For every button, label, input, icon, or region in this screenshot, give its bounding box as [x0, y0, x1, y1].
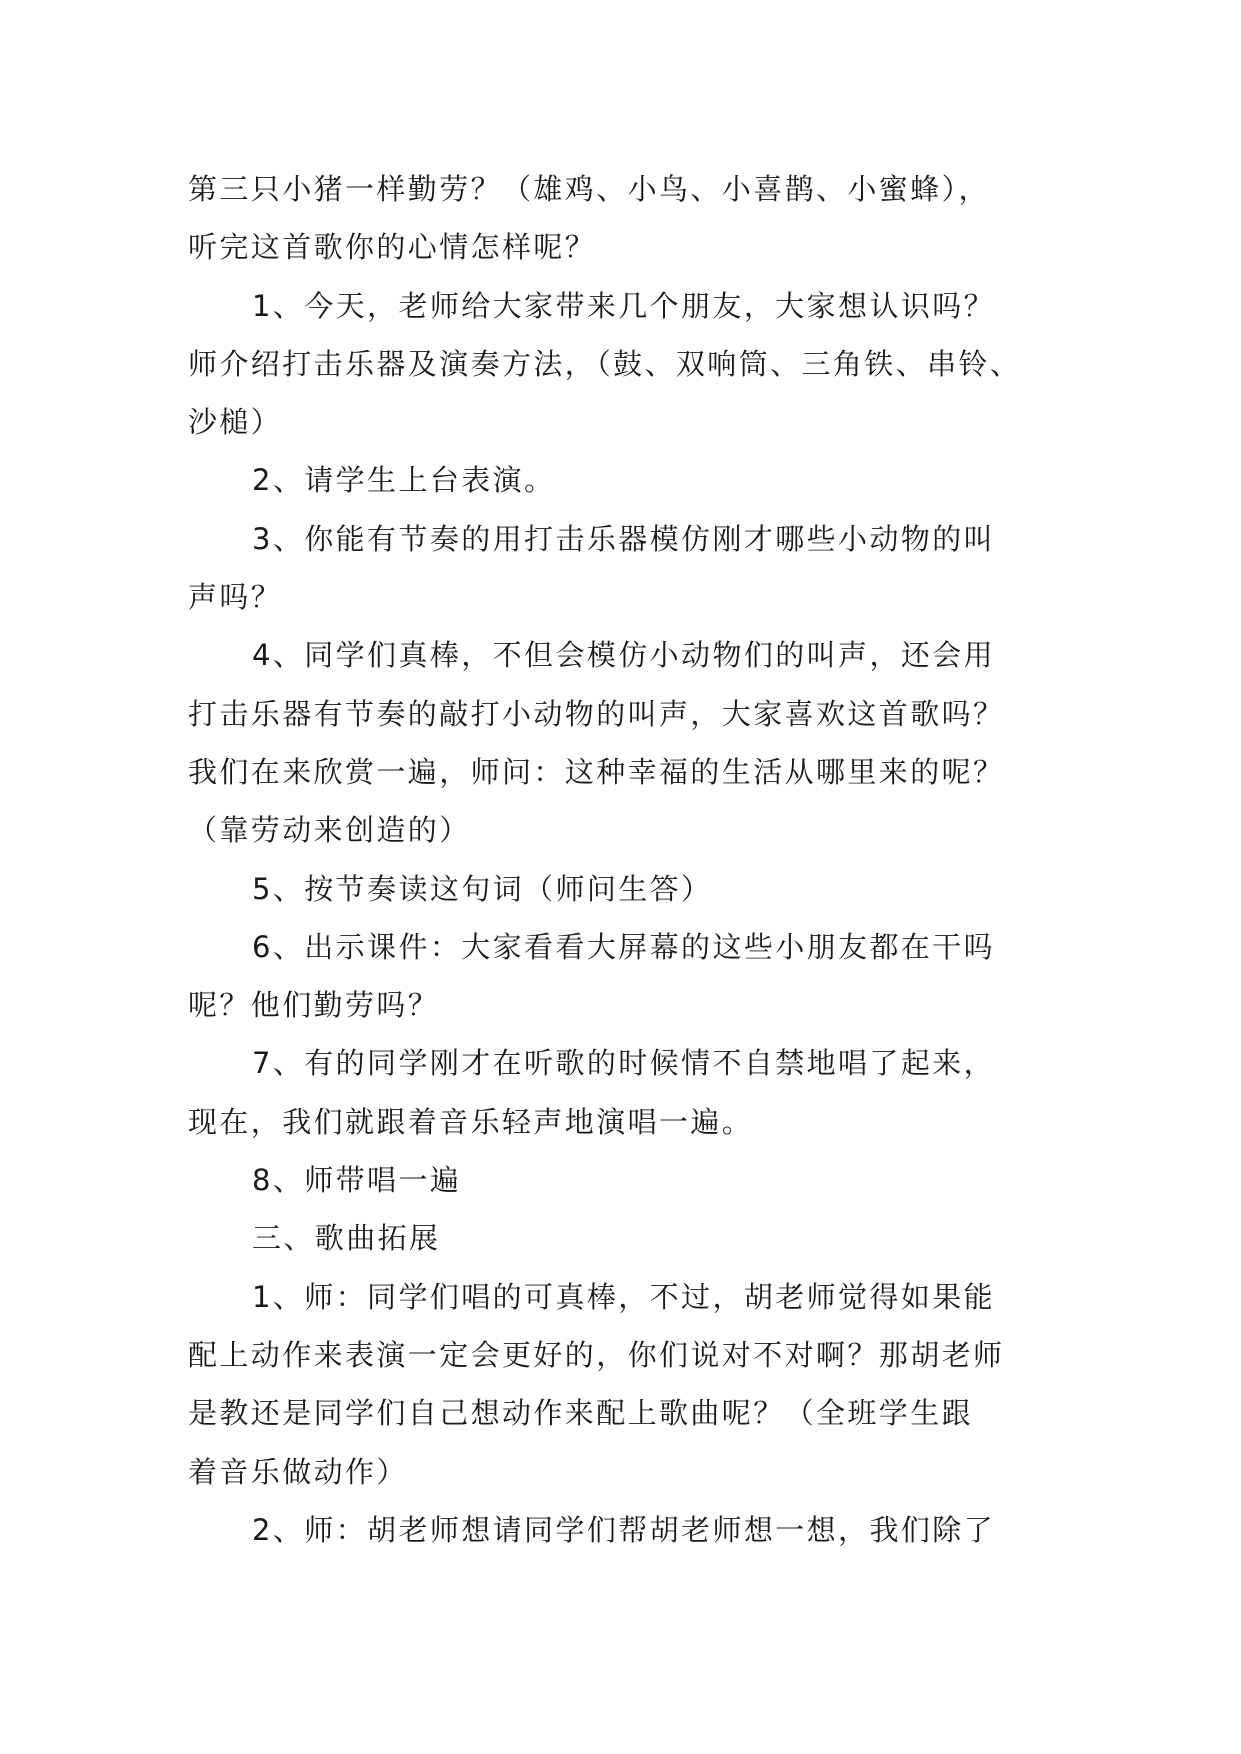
paragraph-line-indented: 8、师带唱一遍: [252, 1163, 462, 1198]
text-line: （靠劳动来创造的）: [188, 813, 471, 848]
paragraph-line-indented: 3、你能有节奏的用打击乐器模仿刚才哪些小动物的叫: [252, 521, 996, 556]
text-line: 沙槌）: [188, 405, 283, 440]
text-line: 师介绍打击乐器及演奏方法，（鼓、双响筒、三角铁、串铃、: [188, 346, 1022, 381]
text-line: 听完这首歌你的心情怎样呢？: [188, 230, 597, 265]
text-line: 我们在来欣赏一遍，师问：这种幸福的生活从哪里来的呢？: [188, 754, 1005, 789]
text-line: 着音乐做动作）: [188, 1454, 408, 1489]
text-line: 是教还是同学们自己想动作来配上歌曲呢？（全班学生跟: [188, 1396, 974, 1431]
paragraph-line-indented: 2、师：胡老师想请同学们帮胡老师想一想，我们除了: [252, 1512, 996, 1547]
paragraph-line-indented: 6、出示课件：大家看看大屏幕的这些小朋友都在干吗: [252, 929, 996, 964]
paragraph-line-indented: 2、请学生上台表演。: [252, 463, 556, 498]
text-line: 现在，我们就跟着音乐轻声地演唱一遍。: [188, 1104, 754, 1139]
section-heading: 三、歌曲拓展: [252, 1221, 441, 1256]
paragraph-line-indented: 5、按节奏读这句词（师问生答）: [252, 871, 713, 906]
text-line: 第三只小猪一样勤劳？（雄鸡、小鸟、小喜鹊、小蜜蜂），: [188, 172, 990, 206]
paragraph-line-indented: 7、有的同学刚才在听歌的时候情不自禁地唱了起来，: [252, 1046, 996, 1081]
text-line: 配上动作来表演一定会更好的，你们说对不对啊？那胡老师: [188, 1337, 1005, 1372]
paragraph-line-indented: 1、师：同学们唱的可真棒，不过，胡老师觉得如果能: [252, 1279, 996, 1314]
paragraph-line-indented: 1、今天，老师给大家带来几个朋友，大家想认识吗？: [252, 288, 996, 323]
document-body: [188, 160, 1068, 1559]
text-line: 打击乐器有节奏的敲打小动物的叫声，大家喜欢这首歌吗？: [188, 696, 1005, 731]
text-line: 呢？他们勤劳吗？: [188, 988, 440, 1023]
text-line: 声吗？: [188, 580, 283, 615]
paragraph-line-indented: 4、同学们真棒，不但会模仿小动物们的叫声，还会用: [252, 638, 996, 673]
